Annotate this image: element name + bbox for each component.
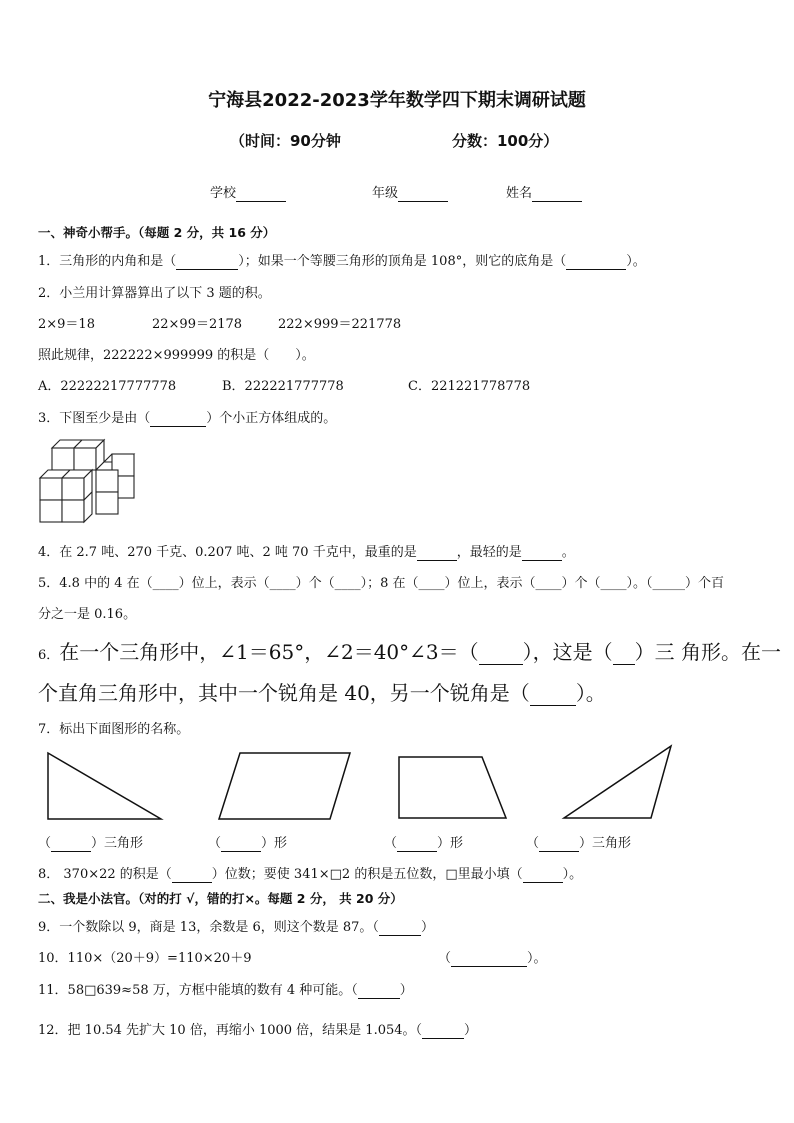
shape-4-label: 三角形 (592, 836, 632, 851)
question-10-text: 10．110×（20＋9）=110×20＋9 (38, 951, 252, 966)
question-12 (38, 1019, 477, 1039)
paren-open: （ (438, 951, 452, 966)
q6-blank-1[interactable] (479, 640, 523, 665)
q12-text: 12．把 10.54 先扩大 10 倍，再缩小 1000 倍，结果是 1.054。（ (38, 1023, 423, 1038)
q6-text-b: ），这是（ (522, 640, 613, 664)
exam-time: （时间：90分钟 (230, 132, 341, 150)
paren-open: （ (526, 836, 540, 851)
q2-example-3: 222×999＝221778 (278, 317, 402, 332)
question-5-line-1: 5．4.8 中的 4 在（____）位上，表示（____）个（____）；8 在（____）位上，表示（____）个（____）。（_____）个百 (38, 576, 725, 591)
q8-text-b: ）位数；要使 341×□2 的积是五位数，□里最小填（ (211, 867, 523, 882)
q2-option-b[interactable]: B．222221777778 (222, 379, 344, 394)
cube-front-face (74, 448, 96, 470)
q1-text-a: 1．三角形的内角和是（ (38, 254, 177, 269)
q4-blank-1[interactable] (417, 545, 457, 561)
question-1 (38, 250, 646, 270)
q10-blank[interactable] (451, 951, 527, 967)
q1-blank-1[interactable] (176, 254, 238, 270)
q10-text-c: ）。 (527, 951, 547, 966)
paren-open: （ (208, 836, 222, 851)
question-6-line-1 (38, 636, 781, 665)
paren-close: ） (437, 836, 451, 851)
q8-text-a: 8． 370×22 的积是（ (38, 867, 172, 882)
q9-blank[interactable] (379, 920, 421, 936)
shape-4-blank[interactable] (539, 836, 579, 852)
shape-2-label: 形 (274, 836, 288, 851)
question-2-stem: 2．小兰用计算器算出了以下 3 题的积。 (38, 286, 271, 301)
grade-blank[interactable] (398, 186, 448, 202)
q6-text-d: 个直角三角形中，其中一个锐角是 40，另一个锐角是（ (38, 681, 530, 705)
trapezoid-figure (398, 756, 508, 820)
question-8 (38, 863, 582, 883)
shape-3-blank[interactable] (397, 836, 437, 852)
question-10-answer (438, 947, 547, 967)
page-title: 宁海县2022-2023学年数学四下期末调研试题 (208, 90, 586, 111)
q4-text-a: 4．在 2.7 吨、270 千克、0.207 吨、2 吨 70 千克中，最重的是 (38, 545, 417, 560)
q9-text: 9．一个数除以 9，商是 13，余数是 6，则这个数是 87。（ (38, 920, 379, 935)
q2-example-2: 22×99＝2178 (152, 317, 243, 332)
paren-close: ） (420, 920, 434, 935)
shape-2-blank[interactable] (221, 836, 261, 852)
q2-option-a[interactable]: A．22222217777778 (38, 379, 177, 394)
obtuse-triangle-figure (563, 745, 673, 820)
cube-stack-figure (40, 440, 136, 526)
section-1-heading: 一、神奇小帮手。（每题 2 分，共 16 分） (38, 225, 276, 240)
q2-example-1: 2×9＝18 (38, 317, 95, 332)
q1-blank-2[interactable] (566, 254, 626, 270)
q8-blank-1[interactable] (172, 867, 212, 883)
q6-text-a: 在一个三角形中，∠1＝65°，∠2＝40°∠3＝（ (59, 640, 479, 664)
q1-text-b: ）；如果一个等腰三角形的顶角是 108°，则它的底角是（ (238, 254, 567, 269)
paren-close: ） (464, 1023, 478, 1038)
question-6-line-2 (38, 677, 606, 706)
q4-text-c: 。 (561, 545, 575, 560)
shape-1-blank[interactable] (51, 836, 91, 852)
q6-blank-3[interactable] (530, 681, 576, 706)
shape-4-caption (526, 832, 631, 852)
shape-1-label: 三角形 (104, 836, 144, 851)
q6-blank-2[interactable] (613, 640, 635, 665)
name-label: 姓名 (506, 186, 533, 201)
paren-open: （ (38, 836, 52, 851)
q6-text-c: ）三 角形。在一 (634, 640, 781, 664)
q4-text-b: ，最轻的是 (456, 545, 522, 560)
shape-1-caption (38, 832, 143, 852)
q1-text-c: ）。 (626, 254, 646, 269)
q11-blank[interactable] (358, 983, 400, 999)
q12-blank[interactable] (422, 1023, 464, 1039)
name-blank[interactable] (532, 186, 582, 202)
q2-rule: 照此规律，222222×999999 的积是（ ）。 (38, 348, 315, 363)
parallelogram-figure (218, 752, 352, 820)
q3-text-b: ）个小正方体组成的。 (206, 411, 337, 426)
q6-number: 6． (38, 648, 60, 663)
q3-blank[interactable] (150, 411, 206, 427)
section-2-heading: 二、我是小法官。（对的打 √，错的打×。每题 2 分， 共 20 分） (38, 891, 403, 906)
q2-option-c[interactable]: C．221221778778 (408, 379, 531, 394)
question-5-line-2: 分之一是 0.16。 (38, 607, 137, 622)
cube-front-face (52, 448, 74, 470)
paren-close: ） (91, 836, 105, 851)
paren-close: ） (399, 983, 413, 998)
school-field (210, 182, 286, 202)
question-7-stem: 7．标出下面图形的名称。 (38, 722, 190, 737)
paren-open: （ (384, 836, 398, 851)
q3-text-a: 3．下图至少是由（ (38, 411, 151, 426)
shape-3-caption (384, 832, 463, 852)
question-11 (38, 979, 413, 999)
q8-blank-2[interactable] (523, 867, 563, 883)
q4-blank-2[interactable] (522, 545, 562, 561)
name-field (506, 182, 582, 202)
question-9 (38, 916, 434, 936)
q6-text-e: ）。 (575, 681, 606, 705)
paren-close: ） (579, 836, 593, 851)
question-3 (38, 407, 336, 427)
grade-label: 年级 (372, 186, 399, 201)
question-4 (38, 541, 575, 561)
school-label: 学校 (210, 186, 237, 201)
school-blank[interactable] (236, 186, 286, 202)
paren-close: ） (261, 836, 275, 851)
shape-2-caption (208, 832, 287, 852)
grade-field (372, 182, 448, 202)
right-triangle-figure (47, 752, 163, 820)
q11-text: 11．58□639≈58 万，方框中能填的数有 4 种可能。（ (38, 983, 358, 998)
q8-text-c: ）。 (562, 867, 583, 882)
shape-3-label: 形 (450, 836, 464, 851)
exam-score: 分数：100分） (452, 132, 559, 150)
